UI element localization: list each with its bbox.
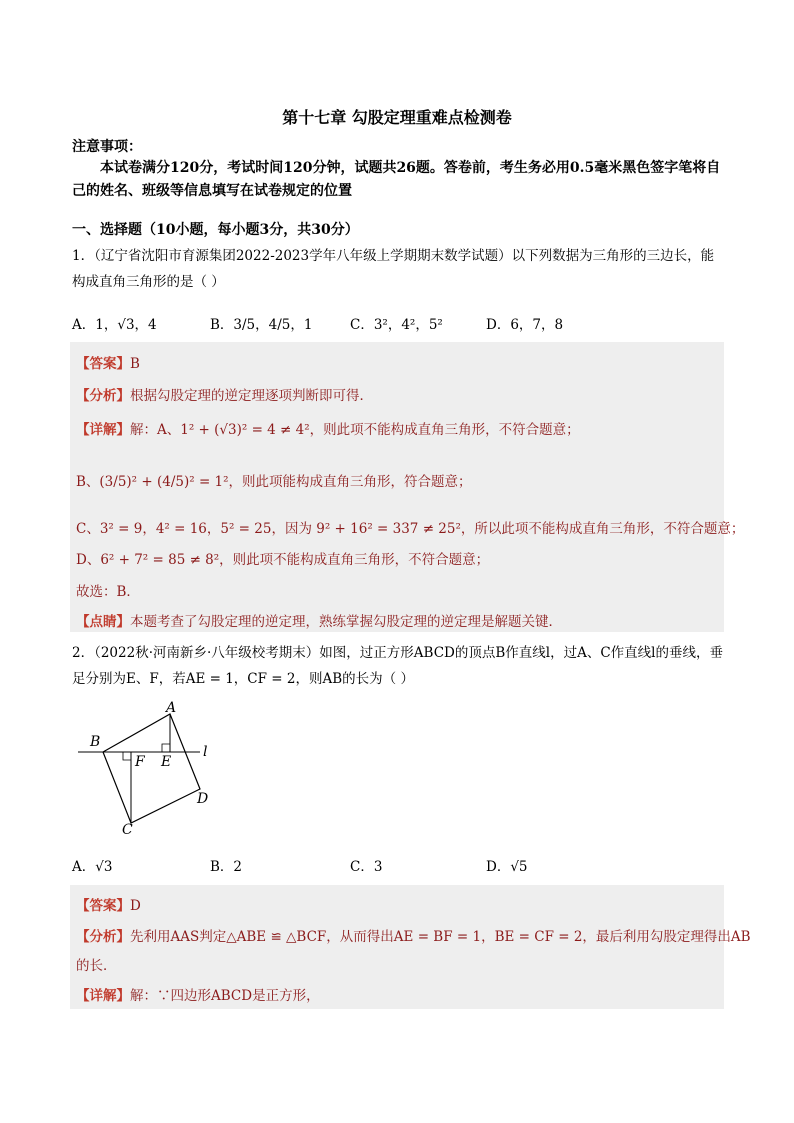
question-2-solution [70, 885, 751, 1009]
label-b: B [90, 734, 101, 750]
notice-body: 本试卷满分120分，考试时间120分钟，试题共26题。答卷前，考生务必用0.5毫米黑色签字笔将自己的姓名、班级等信息填写在试卷规定的位置 [72, 160, 721, 199]
q1-analysis: 【分析】根据勾股定理的逆定理逐项判断即可得． [76, 388, 373, 404]
q1-detail-b: B、(3/5)² + (4/5)² = 1²，则此项能构成直角三角形，符合题意； [76, 474, 472, 490]
q1-option-d: D．6，7，8 [486, 317, 564, 333]
q1-answer: 【答案】B [76, 356, 140, 372]
label-f: F [135, 754, 145, 770]
q1-option-c: C．3²，4²，5² [350, 317, 443, 333]
q1-option-a: A．1，√3，4 [72, 317, 157, 333]
q1-comment: 【点睛】本题考查了勾股定理的逆定理，熟练掌握勾股定理的逆定理是解题关键． [76, 614, 562, 630]
question-2-stem: 2．（2022秋·河南新乡·八年级校考期末）如图，过正方形ABCD的顶点B作直线l，过A、C作直线l的垂线，垂足分别为E、F，若AE = 1，CF = 2，则AB的长为（ ） [72, 645, 723, 687]
q1-choose: 故选：B． [76, 584, 140, 600]
right-angle-e [162, 744, 170, 752]
square-abcd [103, 714, 200, 823]
label-a: A [166, 700, 177, 716]
q1-option-b: B．3/5，4/5，1 [210, 317, 313, 333]
label-e: E [161, 754, 172, 770]
page-title: 第十七章 勾股定理重难点检测卷 [282, 108, 512, 127]
q2-option-a: A．√3 [72, 859, 113, 875]
question-1-stem: 1．（辽宁省沈阳市育源集团2022-2023学年八年级上学期期末数学试题）以下列数据为三角形的三边长，能构成直角三角形的是（ ） [72, 248, 715, 290]
notice-heading: 注意事项： [72, 139, 142, 155]
label-c: C [122, 822, 133, 838]
question-1-solution [70, 342, 745, 632]
right-angle-f [123, 752, 131, 760]
section-heading: 一、选择题（10小题，每小题3分，共30分） [72, 222, 359, 238]
question-2-options [72, 855, 724, 877]
q2-option-d: D．√5 [486, 859, 528, 875]
q1-detail-c: C、3² = 9，4² = 16，5² = 25，因为 9² + 16² = 337 ≠ 25²，所以此项不能构成直角三角形，不符合题意； [76, 521, 745, 537]
label-l: l [203, 744, 208, 760]
q2-option-b: B．2 [210, 859, 243, 875]
q2-option-c: C．3 [350, 859, 383, 875]
q2-answer: 【答案】D [76, 898, 141, 914]
question-1-options [72, 313, 724, 335]
q1-detail-a: 【详解】解：A、1² + (√3)² = 4 ≠ 4²，则此项不能构成直角三角形，不符合题意； [76, 422, 580, 438]
q1-detail-d: D、6² + 7² = 85 ≠ 8²，则此项不能构成直角三角形，不符合题意； [76, 552, 490, 568]
q2-detail: 【详解】解：∵四边形ABCD是正方形， [76, 988, 320, 1004]
square-figure [70, 696, 230, 840]
q2-analysis: 【分析】先利用AAS判定△ABE ≌ △BCF，从而得出AE = BF = 1，BE = CF = 2，最后利用勾股定理得出AB [76, 929, 751, 945]
label-d: D [197, 791, 209, 807]
q2-analysis-cont: 的长． [76, 958, 117, 974]
